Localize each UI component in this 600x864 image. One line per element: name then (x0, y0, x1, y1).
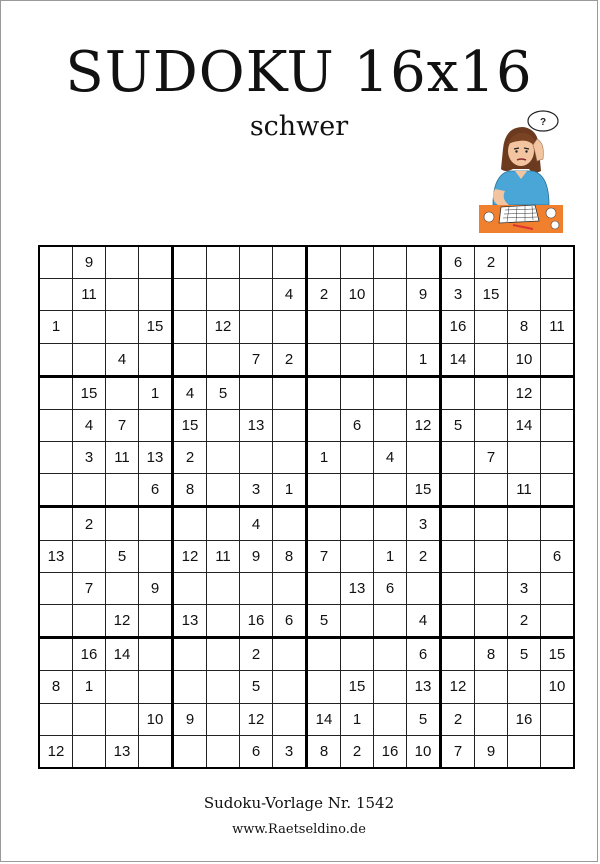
sudoku-cell[interactable] (106, 311, 139, 343)
sudoku-cell[interactable] (307, 409, 341, 441)
sudoku-cell[interactable]: 3 (73, 442, 106, 474)
sudoku-cell[interactable]: 11 (106, 442, 139, 474)
sudoku-cell[interactable]: 13 (240, 409, 273, 441)
grid-row (39, 409, 574, 441)
sudoku-cell[interactable] (307, 638, 341, 671)
sudoku-cell[interactable] (240, 279, 273, 311)
sudoku-cell[interactable] (508, 442, 541, 474)
sudoku-cell[interactable]: 10 (407, 735, 441, 768)
sudoku-cell[interactable] (139, 604, 173, 637)
sudoku-cell[interactable]: 9 (475, 735, 508, 768)
sudoku-cell[interactable] (273, 246, 307, 279)
sudoku-cell[interactable]: 6 (441, 246, 475, 279)
sudoku-cell[interactable] (39, 409, 73, 441)
grid-row (39, 572, 574, 604)
sudoku-cell[interactable] (374, 703, 407, 735)
sudoku-cell[interactable]: 15 (341, 671, 374, 703)
sudoku-cell[interactable] (173, 572, 207, 604)
sudoku-cell[interactable]: 2 (407, 540, 441, 572)
sudoku-cell[interactable] (207, 638, 240, 671)
sudoku-cell[interactable] (240, 572, 273, 604)
sudoku-cell[interactable] (240, 311, 273, 343)
sudoku-cell[interactable] (374, 671, 407, 703)
grid-row (39, 671, 574, 703)
sudoku-cell[interactable] (541, 735, 575, 768)
sudoku-cell[interactable] (73, 735, 106, 768)
sudoku-cell[interactable] (139, 409, 173, 441)
sudoku-cell[interactable] (341, 604, 374, 637)
sudoku-cell[interactable] (475, 311, 508, 343)
sudoku-cell[interactable]: 7 (475, 442, 508, 474)
grid-row (39, 279, 574, 311)
sudoku-cell[interactable]: 9 (407, 279, 441, 311)
sudoku-cell[interactable]: 1 (139, 376, 173, 409)
sudoku-cell[interactable] (39, 343, 73, 376)
sudoku-cell[interactable]: 12 (407, 409, 441, 441)
sudoku-cell[interactable]: 1 (73, 671, 106, 703)
sudoku-cell[interactable] (73, 604, 106, 637)
sudoku-cell[interactable]: 4 (173, 376, 207, 409)
sudoku-cell[interactable] (541, 507, 575, 540)
sudoku-cell[interactable] (341, 540, 374, 572)
sudoku-cell[interactable]: 2 (240, 638, 273, 671)
sudoku-cell[interactable]: 16 (441, 311, 475, 343)
grid-row (39, 311, 574, 343)
sudoku-cell[interactable] (307, 246, 341, 279)
sudoku-cell[interactable] (39, 572, 73, 604)
sudoku-cell[interactable]: 12 (106, 604, 139, 637)
difficulty-label: schwer (249, 111, 349, 142)
sudoku-cell[interactable]: 7 (307, 540, 341, 572)
sudoku-cell[interactable]: 1 (341, 703, 374, 735)
sudoku-cell[interactable] (139, 246, 173, 279)
sudoku-cell[interactable] (39, 279, 73, 311)
sudoku-cell[interactable] (207, 279, 240, 311)
sudoku-cell[interactable] (341, 442, 374, 474)
sudoku-cell[interactable]: 11 (508, 474, 541, 507)
sudoku-cell[interactable] (508, 246, 541, 279)
sudoku-cell[interactable] (407, 572, 441, 604)
sudoku-cell[interactable] (441, 540, 475, 572)
sudoku-cell[interactable] (207, 442, 240, 474)
sudoku-cell[interactable] (541, 279, 575, 311)
sudoku-cell[interactable] (139, 671, 173, 703)
sudoku-cell[interactable] (541, 442, 575, 474)
sudoku-cell[interactable] (475, 343, 508, 376)
sudoku-cell[interactable] (139, 638, 173, 671)
sudoku-cell[interactable] (407, 246, 441, 279)
sudoku-cell[interactable]: 5 (441, 409, 475, 441)
sudoku-cell[interactable] (39, 376, 73, 409)
sudoku-cell[interactable] (341, 311, 374, 343)
sudoku-cell[interactable]: 11 (73, 279, 106, 311)
sudoku-cell[interactable]: 11 (207, 540, 240, 572)
sudoku-cell[interactable] (541, 246, 575, 279)
sudoku-cell[interactable] (173, 735, 207, 768)
sudoku-cell[interactable] (106, 507, 139, 540)
sudoku-cell[interactable] (240, 442, 273, 474)
sudoku-cell[interactable]: 2 (475, 246, 508, 279)
sudoku-cell[interactable] (508, 540, 541, 572)
sudoku-cell[interactable] (407, 311, 441, 343)
sudoku-cell[interactable]: 2 (508, 604, 541, 637)
sudoku-cell[interactable]: 6 (374, 572, 407, 604)
sudoku-cell[interactable]: 10 (508, 343, 541, 376)
question-mark-text: ? (539, 117, 547, 128)
grid-row (39, 604, 574, 637)
sudoku-cell[interactable]: 7 (441, 735, 475, 768)
sudoku-cell[interactable] (73, 311, 106, 343)
sudoku-cell[interactable] (207, 671, 240, 703)
sudoku-cell[interactable] (207, 735, 240, 768)
sudoku-cell[interactable]: 3 (407, 507, 441, 540)
sudoku-cell[interactable]: 12 (207, 311, 240, 343)
grid-row (39, 507, 574, 540)
sudoku-cell[interactable] (273, 376, 307, 409)
sudoku-cell[interactable]: 12 (39, 735, 73, 768)
sudoku-cell[interactable] (441, 572, 475, 604)
sudoku-cell[interactable] (541, 572, 575, 604)
sudoku-cell[interactable]: 9 (240, 540, 273, 572)
sudoku-cell[interactable] (441, 604, 475, 637)
sudoku-cell[interactable]: 4 (374, 442, 407, 474)
sudoku-cell[interactable]: 13 (407, 671, 441, 703)
sudoku-cell[interactable] (374, 638, 407, 671)
sudoku-cell[interactable]: 14 (441, 343, 475, 376)
sudoku-cell[interactable]: 6 (407, 638, 441, 671)
sudoku-cell[interactable] (106, 279, 139, 311)
sudoku-cell[interactable] (374, 246, 407, 279)
sudoku-cell[interactable] (207, 343, 240, 376)
sudoku-cell[interactable]: 3 (441, 279, 475, 311)
sudoku-cell[interactable]: 13 (106, 735, 139, 768)
sudoku-cell[interactable] (273, 409, 307, 441)
sudoku-cell[interactable]: 15 (73, 376, 106, 409)
sudoku-cell[interactable] (307, 572, 341, 604)
sudoku-cell[interactable]: 6 (240, 735, 273, 768)
sudoku-cell[interactable] (374, 507, 407, 540)
sudoku-cell[interactable] (541, 343, 575, 376)
sudoku-cell[interactable]: 8 (273, 540, 307, 572)
sudoku-cell[interactable] (475, 671, 508, 703)
sudoku-cell[interactable] (240, 246, 273, 279)
grid-row (39, 638, 574, 671)
sudoku-cell[interactable] (106, 671, 139, 703)
sudoku-cell[interactable] (139, 735, 173, 768)
sudoku-cell[interactable] (106, 474, 139, 507)
sudoku-cell[interactable]: 8 (173, 474, 207, 507)
sudoku-cell[interactable] (173, 507, 207, 540)
sudoku-cell[interactable]: 2 (441, 703, 475, 735)
sudoku-cell[interactable] (441, 638, 475, 671)
sudoku-cell[interactable]: 8 (508, 311, 541, 343)
sudoku-cell[interactable]: 16 (240, 604, 273, 637)
sudoku-cell[interactable] (73, 703, 106, 735)
sudoku-cell[interactable]: 1 (407, 343, 441, 376)
sudoku-cell[interactable]: 2 (173, 442, 207, 474)
sudoku-cell[interactable] (106, 572, 139, 604)
sudoku-cell[interactable] (39, 703, 73, 735)
sudoku-cell[interactable] (374, 311, 407, 343)
sudoku-cell[interactable] (207, 246, 240, 279)
sudoku-cell[interactable]: 4 (73, 409, 106, 441)
sudoku-cell[interactable] (207, 572, 240, 604)
sudoku-cell[interactable] (173, 311, 207, 343)
sudoku-cell[interactable] (441, 442, 475, 474)
sudoku-cell[interactable]: 5 (508, 638, 541, 671)
sudoku-cell[interactable] (475, 376, 508, 409)
sudoku-cell[interactable] (341, 343, 374, 376)
sudoku-cell[interactable] (106, 246, 139, 279)
sudoku-cell[interactable] (173, 671, 207, 703)
sudoku-cell[interactable] (39, 638, 73, 671)
sudoku-cell[interactable]: 2 (341, 735, 374, 768)
sudoku-cell[interactable] (307, 343, 341, 376)
sudoku-cell[interactable]: 14 (508, 409, 541, 441)
sudoku-cell[interactable]: 13 (173, 604, 207, 637)
sudoku-cell[interactable]: 15 (475, 279, 508, 311)
grid-row (39, 703, 574, 735)
sudoku-cell[interactable] (541, 474, 575, 507)
sudoku-cell[interactable] (508, 735, 541, 768)
sudoku-cell[interactable] (73, 343, 106, 376)
sudoku-cell[interactable] (207, 507, 240, 540)
sudoku-cell[interactable]: 12 (240, 703, 273, 735)
sudoku-cell[interactable]: 13 (341, 572, 374, 604)
sudoku-cell[interactable]: 6 (273, 604, 307, 637)
sudoku-cell[interactable] (207, 604, 240, 637)
sudoku-cell[interactable]: 5 (207, 376, 240, 409)
grid-row (39, 343, 574, 376)
sudoku-cell[interactable] (541, 409, 575, 441)
sudoku-cell[interactable]: 16 (508, 703, 541, 735)
sudoku-cell[interactable]: 12 (441, 671, 475, 703)
sudoku-cell[interactable]: 1 (39, 311, 73, 343)
sudoku-cell[interactable] (307, 671, 341, 703)
sudoku-cell[interactable] (173, 246, 207, 279)
sudoku-cell[interactable] (307, 507, 341, 540)
sudoku-cell[interactable] (475, 474, 508, 507)
sudoku-cell[interactable] (139, 507, 173, 540)
sudoku-cell[interactable]: 11 (541, 311, 575, 343)
sudoku-cell[interactable] (541, 604, 575, 637)
sudoku-cell[interactable] (374, 604, 407, 637)
sudoku-cell[interactable]: 12 (173, 540, 207, 572)
sudoku-cell[interactable]: 4 (240, 507, 273, 540)
sudoku-cell[interactable]: 16 (73, 638, 106, 671)
sudoku-cell[interactable] (73, 540, 106, 572)
grid-row (39, 474, 574, 507)
sudoku-cell[interactable] (207, 409, 240, 441)
sudoku-cell[interactable] (441, 376, 475, 409)
grid-row (39, 540, 574, 572)
sudoku-cell[interactable]: 9 (73, 246, 106, 279)
sudoku-cell[interactable] (508, 507, 541, 540)
sudoku-cell[interactable]: 2 (273, 343, 307, 376)
sudoku-cell[interactable]: 1 (307, 442, 341, 474)
sudoku-cell[interactable]: 12 (508, 376, 541, 409)
sudoku-cell[interactable]: 13 (39, 540, 73, 572)
sudoku-grid (38, 245, 575, 769)
sudoku-cell[interactable] (374, 409, 407, 441)
page-title: SUDOKU 16x16 (65, 40, 533, 105)
sudoku-cell[interactable] (441, 474, 475, 507)
sudoku-cell[interactable] (39, 507, 73, 540)
sudoku-cell[interactable] (341, 638, 374, 671)
sudoku-cell[interactable] (39, 442, 73, 474)
sudoku-cell[interactable] (307, 474, 341, 507)
sudoku-cell[interactable]: 15 (173, 409, 207, 441)
sudoku-cell[interactable]: 15 (139, 311, 173, 343)
sudoku-cell[interactable] (374, 376, 407, 409)
sudoku-cell[interactable]: 1 (273, 474, 307, 507)
sudoku-cell[interactable]: 13 (139, 442, 173, 474)
sudoku-cell[interactable]: 7 (106, 409, 139, 441)
sudoku-cell[interactable]: 5 (307, 604, 341, 637)
sudoku-cell[interactable] (475, 540, 508, 572)
sudoku-cell[interactable] (273, 703, 307, 735)
sudoku-cell[interactable] (39, 604, 73, 637)
sudoku-cell[interactable] (207, 703, 240, 735)
sudoku-cell[interactable] (407, 376, 441, 409)
sudoku-cell[interactable] (475, 703, 508, 735)
sudoku-cell[interactable] (541, 376, 575, 409)
sudoku-cell[interactable]: 14 (106, 638, 139, 671)
sudoku-cell[interactable]: 9 (173, 703, 207, 735)
sudoku-cell[interactable] (374, 474, 407, 507)
sudoku-cell[interactable]: 10 (541, 671, 575, 703)
sudoku-cell[interactable]: 9 (139, 572, 173, 604)
sudoku-cell[interactable] (273, 442, 307, 474)
sudoku-cell[interactable] (139, 343, 173, 376)
sudoku-cell[interactable]: 7 (73, 572, 106, 604)
sudoku-cell[interactable] (341, 376, 374, 409)
sudoku-cell[interactable] (475, 409, 508, 441)
sudoku-cell[interactable] (475, 507, 508, 540)
sudoku-cell[interactable]: 5 (240, 671, 273, 703)
sudoku-cell[interactable]: 15 (541, 638, 575, 671)
sudoku-cell[interactable] (139, 540, 173, 572)
sudoku-cell[interactable]: 3 (508, 572, 541, 604)
sudoku-cell[interactable] (341, 474, 374, 507)
sudoku-cell[interactable] (407, 442, 441, 474)
sudoku-cell[interactable] (173, 638, 207, 671)
sudoku-cell[interactable]: 6 (541, 540, 575, 572)
sudoku-cell[interactable] (441, 507, 475, 540)
sudoku-cell[interactable] (374, 343, 407, 376)
sudoku-cell[interactable]: 3 (273, 735, 307, 768)
sudoku-cell[interactable]: 16 (374, 735, 407, 768)
sudoku-cell[interactable] (273, 507, 307, 540)
sudoku-cell[interactable]: 1 (374, 540, 407, 572)
sudoku-cell[interactable]: 4 (273, 279, 307, 311)
sudoku-cell[interactable] (273, 311, 307, 343)
sudoku-cell[interactable] (39, 246, 73, 279)
sudoku-cell[interactable] (139, 279, 173, 311)
sudoku-cell[interactable] (307, 311, 341, 343)
sudoku-cell[interactable] (106, 376, 139, 409)
sudoku-cell[interactable] (273, 638, 307, 671)
grid-row (39, 376, 574, 409)
sudoku-cell[interactable]: 7 (240, 343, 273, 376)
sudoku-cell[interactable]: 3 (240, 474, 273, 507)
sudoku-cell[interactable]: 4 (106, 343, 139, 376)
sudoku-cell[interactable] (475, 604, 508, 637)
sudoku-cell[interactable] (173, 279, 207, 311)
sudoku-cell[interactable]: 2 (73, 507, 106, 540)
sudoku-cell[interactable] (341, 507, 374, 540)
sudoku-cell[interactable] (273, 671, 307, 703)
sudoku-cell[interactable]: 6 (139, 474, 173, 507)
sudoku-cell[interactable] (39, 474, 73, 507)
puzzled-woman-illustration (479, 109, 563, 233)
sudoku-cell[interactable]: 5 (407, 703, 441, 735)
sudoku-cell[interactable]: 8 (475, 638, 508, 671)
sudoku-cell[interactable]: 8 (39, 671, 73, 703)
sudoku-cell[interactable] (307, 376, 341, 409)
sudoku-cell[interactable]: 10 (341, 279, 374, 311)
grid-row (39, 442, 574, 474)
sudoku-cell[interactable] (273, 572, 307, 604)
sudoku-cell[interactable] (508, 671, 541, 703)
sudoku-cell[interactable] (106, 703, 139, 735)
sudoku-cell[interactable] (541, 703, 575, 735)
sudoku-cell[interactable] (475, 572, 508, 604)
grid-row (39, 735, 574, 768)
sudoku-cell[interactable]: 10 (139, 703, 173, 735)
sudoku-cell[interactable]: 2 (307, 279, 341, 311)
sudoku-cell[interactable] (173, 343, 207, 376)
grid-row (39, 246, 574, 279)
sudoku-cell[interactable]: 15 (407, 474, 441, 507)
website-url[interactable]: www.Raetseldino.de (232, 822, 366, 837)
sudoku-cell[interactable] (73, 474, 106, 507)
sudoku-cell[interactable]: 4 (407, 604, 441, 637)
sudoku-cell[interactable] (240, 376, 273, 409)
template-number: Sudoku-Vorlage Nr. 1542 (203, 794, 395, 812)
sudoku-cell[interactable] (207, 474, 240, 507)
sudoku-cell[interactable]: 14 (307, 703, 341, 735)
sudoku-cell[interactable] (508, 279, 541, 311)
sudoku-cell[interactable]: 6 (341, 409, 374, 441)
sudoku-cell[interactable]: 8 (307, 735, 341, 768)
sudoku-cell[interactable]: 5 (106, 540, 139, 572)
sudoku-cell[interactable] (374, 279, 407, 311)
sudoku-cell[interactable] (341, 246, 374, 279)
